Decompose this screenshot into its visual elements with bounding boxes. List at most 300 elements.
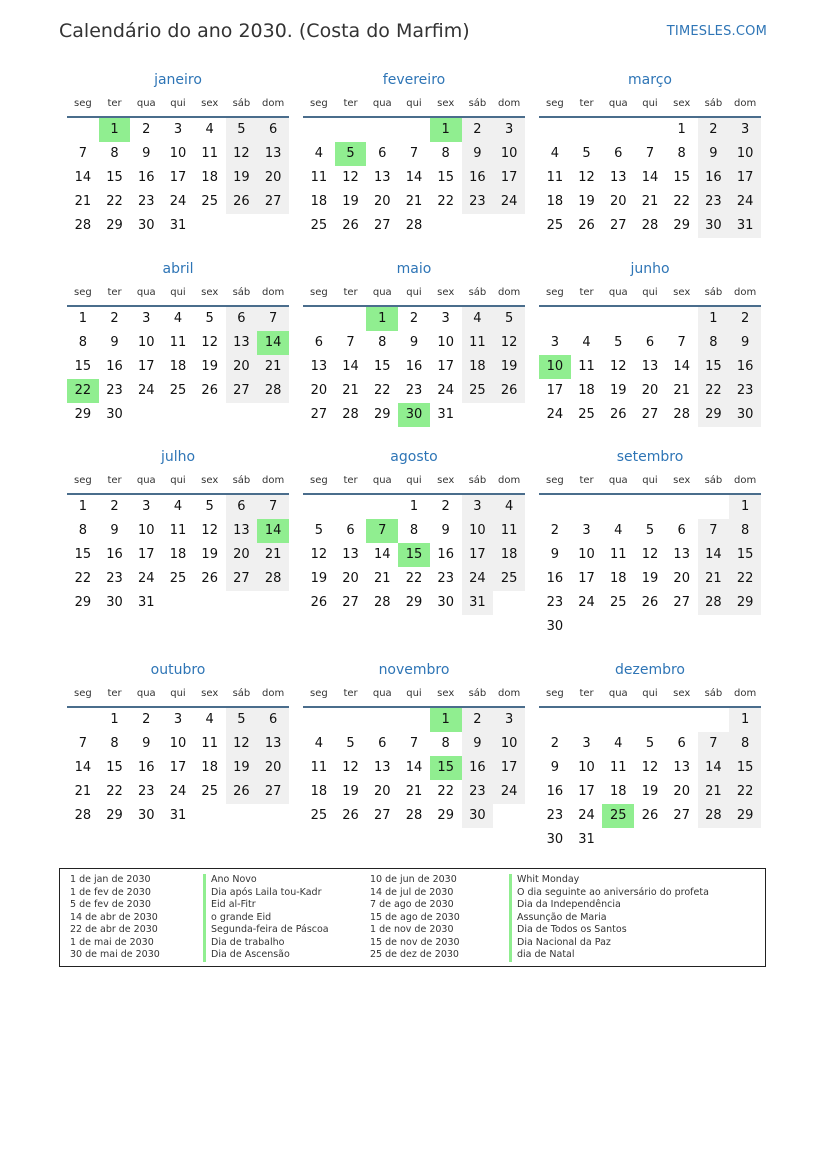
day-cell: 28 <box>374 595 391 610</box>
day-cell: 28 <box>673 407 690 422</box>
weekday-header <box>539 475 761 495</box>
day-cell: 12 <box>310 547 328 562</box>
day-cell: 12 <box>610 359 627 374</box>
day-cell: 3 <box>142 311 151 326</box>
day-cell: 27 <box>226 379 258 403</box>
day-cell: 18 <box>310 784 328 799</box>
day-cell: 2 <box>110 311 119 326</box>
day-cell: 21 <box>405 194 423 209</box>
legend-holiday-name: Whit Monday <box>509 874 709 887</box>
day-cell: 29 <box>74 595 92 610</box>
day-cell: 6 <box>614 146 623 161</box>
day-cell: 16 <box>546 571 564 586</box>
day-cell: 19 <box>342 194 359 209</box>
weekday-label: dom <box>262 688 285 699</box>
day-cell: 5 <box>645 523 655 538</box>
day-cell: 29 <box>106 808 123 823</box>
day-cell: 23 <box>462 780 494 804</box>
weekday-label: seg <box>73 475 92 486</box>
day-cell: 31 <box>729 214 761 238</box>
day-cell: 7 <box>78 736 87 751</box>
day-cell: 1 <box>729 708 761 732</box>
day-cell: 18 <box>578 383 595 398</box>
day-cell: 10 <box>578 547 595 562</box>
day-cell: 11 <box>462 331 494 355</box>
weekday-label: dom <box>498 287 521 298</box>
day-cell: 24 <box>546 407 564 422</box>
day-cell: 18 <box>610 784 627 799</box>
weekday-label: seg <box>545 98 564 109</box>
legend-column-names-1 <box>203 874 329 962</box>
day-cell: 8 <box>441 146 450 161</box>
day-cell: 6 <box>257 118 289 142</box>
day-cell: 14 <box>405 170 423 185</box>
legend-date: 30 de mai de 2030 <box>70 949 160 960</box>
day-cell: 19 <box>226 756 258 780</box>
day-cell: 21 <box>405 784 423 799</box>
day-cell: 8 <box>110 146 119 161</box>
day-cell: 26 <box>641 808 659 823</box>
holiday-day-cell: 14 <box>257 519 289 543</box>
day-cell: 31 <box>462 591 494 615</box>
legend-column-dates-1 <box>70 874 160 962</box>
day-cell: 4 <box>582 335 591 350</box>
day-cell: 31 <box>578 832 595 847</box>
day-cell: 29 <box>106 218 123 233</box>
day-cell: 11 <box>493 519 525 543</box>
day-cell: 12 <box>493 331 525 355</box>
legend-date: 1 de mai de 2030 <box>70 936 154 948</box>
weekday-label: sáb <box>468 287 487 298</box>
day-cell: 5 <box>314 523 323 538</box>
weekday-label: sex <box>437 688 455 699</box>
day-cell: 15 <box>74 359 92 374</box>
day-cell: 16 <box>462 166 494 190</box>
holiday-day-cell: 25 <box>602 804 634 828</box>
day-cell: 23 <box>138 784 155 799</box>
day-cell: 13 <box>257 142 289 166</box>
day-cell: 8 <box>698 331 730 355</box>
day-cell: 22 <box>729 780 761 804</box>
day-cell: 22 <box>374 383 391 398</box>
day-cell: 27 <box>310 407 328 422</box>
day-cell: 23 <box>405 383 423 398</box>
day-cell: 15 <box>729 756 761 780</box>
day-cell: 12 <box>342 760 359 775</box>
day-cell: 6 <box>677 736 686 751</box>
weekday-label: seg <box>309 475 328 486</box>
day-cell: 20 <box>257 166 289 190</box>
day-cell: 25 <box>201 784 218 799</box>
day-cell: 2 <box>550 523 559 538</box>
day-cell: 22 <box>673 194 690 209</box>
day-cell: 29 <box>437 808 454 823</box>
day-cell: 18 <box>169 547 187 562</box>
day-cell: 30 <box>546 832 564 847</box>
weekday-label: seg <box>545 287 564 298</box>
day-cell: 5 <box>614 335 623 350</box>
day-cell: 31 <box>437 407 454 422</box>
day-cell: 22 <box>106 194 123 209</box>
day-cell: 6 <box>257 708 289 732</box>
day-cell: 30 <box>546 619 564 634</box>
day-cell: 20 <box>673 784 690 799</box>
day-cell: 4 <box>173 311 183 326</box>
day-cell: 28 <box>257 379 289 403</box>
day-cell: 3 <box>550 335 559 350</box>
weekday-label: sáb <box>232 475 251 486</box>
day-cell: 25 <box>578 407 595 422</box>
day-cell: 16 <box>405 359 423 374</box>
month-name: maio <box>396 261 432 277</box>
day-cell: 17 <box>729 166 761 190</box>
legend-date: 15 de ago de 2030 <box>370 911 460 923</box>
weekday-label: qua <box>372 688 392 699</box>
weekday-label: seg <box>309 688 328 699</box>
weekday-label: ter <box>343 688 358 699</box>
day-cell: 9 <box>462 142 494 166</box>
weekday-label: dom <box>498 688 521 699</box>
legend-holiday-name: Dia da Independência <box>509 899 709 912</box>
day-cell: 15 <box>698 355 730 379</box>
weekday-label: qua <box>372 287 392 298</box>
day-cell: 24 <box>437 383 454 398</box>
day-cell: 28 <box>342 407 359 422</box>
day-cell: 8 <box>729 732 761 756</box>
day-cell: 2 <box>550 736 559 751</box>
holiday-day-cell: 10 <box>539 355 571 379</box>
day-cell: 9 <box>550 547 559 562</box>
day-cell: 2 <box>462 708 494 732</box>
day-cell: 1 <box>698 307 730 331</box>
day-cell: 31 <box>169 808 187 823</box>
day-cell: 22 <box>437 784 454 799</box>
day-cell: 20 <box>257 756 289 780</box>
day-cell: 24 <box>138 571 155 586</box>
day-cell: 27 <box>673 808 690 823</box>
holiday-day-cell: 1 <box>430 708 462 732</box>
month-name: agosto <box>390 449 438 465</box>
weekday-label: seg <box>73 98 92 109</box>
day-cell: 13 <box>610 170 627 185</box>
weekday-label: qui <box>406 287 422 298</box>
day-cell: 18 <box>493 543 525 567</box>
day-cell: 18 <box>201 760 218 775</box>
day-cell: 3 <box>173 712 183 727</box>
day-cell: 23 <box>462 190 494 214</box>
weekday-label: sex <box>201 287 219 298</box>
day-cell: 18 <box>462 355 494 379</box>
day-cell: 6 <box>677 523 686 538</box>
day-cell: 14 <box>74 760 92 775</box>
day-cell: 17 <box>493 166 525 190</box>
day-cell: 4 <box>493 495 525 519</box>
day-cell: 16 <box>462 756 494 780</box>
weekday-label: seg <box>545 475 564 486</box>
weekday-label: ter <box>343 475 358 486</box>
day-cell: 9 <box>729 331 761 355</box>
day-cell: 4 <box>205 122 214 137</box>
weekday-label: dom <box>734 287 757 298</box>
day-cell: 9 <box>110 523 119 538</box>
day-cell: 24 <box>493 190 525 214</box>
legend-holiday-name: Assunção de Maria <box>509 912 709 925</box>
weekday-label: sex <box>437 287 455 298</box>
day-cell: 12 <box>641 547 659 562</box>
day-cell: 29 <box>405 595 423 610</box>
day-cell: 1 <box>110 712 119 727</box>
holiday-day-cell: 1 <box>99 118 131 142</box>
day-cell: 17 <box>578 784 595 799</box>
day-cell: 12 <box>578 170 595 185</box>
day-cell: 16 <box>698 166 730 190</box>
day-cell: 11 <box>310 170 328 185</box>
day-cell: 11 <box>610 547 627 562</box>
day-cell: 21 <box>257 355 289 379</box>
day-cell: 25 <box>310 808 328 823</box>
holiday-day-cell: 7 <box>366 519 398 543</box>
day-cell: 26 <box>201 383 218 398</box>
day-cell: 19 <box>310 571 328 586</box>
day-cell: 2 <box>441 499 450 514</box>
day-cell: 14 <box>641 170 659 185</box>
day-cell: 16 <box>546 784 564 799</box>
weekday-label: ter <box>579 98 594 109</box>
day-cell: 9 <box>409 335 419 350</box>
day-cell: 14 <box>673 359 690 374</box>
weekday-label: qui <box>170 475 186 486</box>
day-cell: 27 <box>342 595 359 610</box>
day-cell: 14 <box>374 547 391 562</box>
day-cell: 15 <box>729 543 761 567</box>
day-cell: 20 <box>673 571 690 586</box>
day-cell: 12 <box>226 732 258 756</box>
day-cell: 17 <box>138 547 155 562</box>
weekday-label: sex <box>201 98 219 109</box>
day-cell: 5 <box>582 146 591 161</box>
day-cell: 5 <box>346 736 355 751</box>
weekday-label: sex <box>437 98 455 109</box>
month-name: abril <box>162 261 194 277</box>
day-cell: 19 <box>610 383 627 398</box>
weekday-label: sáb <box>232 688 251 699</box>
brand-link[interactable]: TIMESLES.COM <box>666 24 767 39</box>
holiday-day-cell: 22 <box>67 379 99 403</box>
day-cell: 15 <box>106 170 123 185</box>
day-cell: 12 <box>201 523 218 538</box>
legend-date: 1 de nov de 2030 <box>370 924 454 935</box>
day-cell: 29 <box>729 804 761 828</box>
month-name: julho <box>160 449 196 465</box>
day-cell: 3 <box>582 736 591 751</box>
day-cell: 25 <box>169 571 187 586</box>
day-cell: 9 <box>142 736 151 751</box>
day-cell: 6 <box>346 523 355 538</box>
day-cell: 17 <box>546 383 564 398</box>
day-cell: 2 <box>142 122 151 137</box>
weekday-label: sáb <box>232 287 251 298</box>
weekday-label: sáb <box>468 98 487 109</box>
day-cell: 25 <box>169 383 187 398</box>
day-cell: 25 <box>546 218 564 233</box>
day-cell: 3 <box>142 499 151 514</box>
weekday-label: ter <box>343 98 358 109</box>
day-cell: 19 <box>641 571 659 586</box>
day-cell: 1 <box>729 495 761 519</box>
weekday-label: seg <box>73 688 92 699</box>
weekday-header <box>67 287 289 307</box>
day-cell: 20 <box>226 355 258 379</box>
month-name: novembro <box>378 662 450 678</box>
day-cell: 19 <box>493 355 525 379</box>
day-cell: 18 <box>201 170 218 185</box>
day-cell: 24 <box>138 383 155 398</box>
day-cell: 27 <box>641 407 659 422</box>
day-cell: 13 <box>226 331 258 355</box>
day-cell: 30 <box>138 218 155 233</box>
weekday-label: seg <box>309 98 328 109</box>
day-cell: 30 <box>138 808 155 823</box>
day-cell: 21 <box>374 571 391 586</box>
legend-holiday-name: Ano Novo <box>203 874 329 887</box>
day-cell: 4 <box>462 307 494 331</box>
day-cell: 21 <box>673 383 690 398</box>
day-cell: 5 <box>645 736 655 751</box>
day-cell: 24 <box>169 194 187 209</box>
day-cell: 30 <box>462 804 494 828</box>
day-cell: 17 <box>462 543 494 567</box>
legend-date: 1 de jan de 2030 <box>70 874 151 885</box>
day-cell: 23 <box>729 379 761 403</box>
weekday-header <box>67 688 289 708</box>
day-cell: 6 <box>314 335 323 350</box>
day-cell: 11 <box>169 335 187 350</box>
day-cell: 30 <box>729 403 761 427</box>
weekday-header <box>539 688 761 708</box>
day-cell: 11 <box>201 736 218 751</box>
legend-holiday-name: Segunda-feira de Páscoa <box>203 924 329 937</box>
month-name: janeiro <box>154 72 202 88</box>
day-cell: 27 <box>610 218 627 233</box>
legend-column-names-2 <box>509 874 709 962</box>
page-title: Calendário do ano 2030. (Costa do Marfim) <box>59 20 470 42</box>
day-cell: 21 <box>342 383 359 398</box>
day-cell: 6 <box>378 736 387 751</box>
day-cell: 28 <box>257 567 289 591</box>
day-cell: 17 <box>169 760 187 775</box>
weekday-label: ter <box>107 98 122 109</box>
day-cell: 2 <box>698 118 730 142</box>
legend-holiday-name: Dia após Laila tou-Kadr <box>203 887 329 900</box>
day-cell: 28 <box>698 804 730 828</box>
day-cell: 3 <box>493 708 525 732</box>
day-cell: 13 <box>374 170 391 185</box>
weekday-label: seg <box>545 688 564 699</box>
day-cell: 10 <box>437 335 454 350</box>
month-name: setembro <box>616 449 684 465</box>
day-cell: 16 <box>106 359 123 374</box>
day-cell: 13 <box>342 547 359 562</box>
day-cell: 4 <box>314 736 323 751</box>
weekday-label: sex <box>201 475 219 486</box>
weekday-label: qui <box>642 688 658 699</box>
weekday-label: qua <box>608 287 628 298</box>
day-cell: 1 <box>677 122 686 137</box>
weekday-label: qua <box>136 688 156 699</box>
holiday-day-cell: 1 <box>430 118 462 142</box>
day-cell: 11 <box>169 523 187 538</box>
day-cell: 21 <box>74 784 92 799</box>
day-cell: 17 <box>578 571 595 586</box>
day-cell: 9 <box>110 335 119 350</box>
day-cell: 4 <box>614 736 623 751</box>
legend-holiday-name: O dia seguinte ao aniversário do profeta <box>509 887 709 900</box>
day-cell: 22 <box>729 567 761 591</box>
weekday-label: qui <box>642 475 658 486</box>
day-cell: 29 <box>729 591 761 615</box>
day-cell: 27 <box>257 190 289 214</box>
weekday-label: qua <box>136 475 156 486</box>
day-cell: 30 <box>106 595 123 610</box>
day-cell: 26 <box>610 407 627 422</box>
weekday-label: qui <box>170 287 186 298</box>
day-cell: 6 <box>226 307 258 331</box>
day-cell: 6 <box>645 335 655 350</box>
day-cell: 10 <box>462 519 494 543</box>
holiday-day-cell: 14 <box>257 331 289 355</box>
weekday-header <box>303 98 525 118</box>
day-cell: 15 <box>673 170 690 185</box>
day-cell: 20 <box>641 383 659 398</box>
weekday-label: sex <box>437 475 455 486</box>
legend-date: 25 de dez de 2030 <box>370 949 459 960</box>
legend-holiday-name: Dia Nacional da Paz <box>509 937 709 950</box>
day-cell: 28 <box>74 808 92 823</box>
day-cell: 20 <box>610 194 627 209</box>
day-cell: 19 <box>578 194 595 209</box>
holiday-legend <box>59 868 766 967</box>
holiday-day-cell: 1 <box>366 307 398 331</box>
weekday-label: sex <box>673 98 691 109</box>
day-cell: 17 <box>437 359 454 374</box>
day-cell: 8 <box>378 335 387 350</box>
weekday-label: dom <box>498 98 521 109</box>
day-cell: 28 <box>641 218 659 233</box>
day-cell: 3 <box>441 311 450 326</box>
weekday-label: qua <box>136 98 156 109</box>
day-cell: 28 <box>74 218 92 233</box>
day-cell: 27 <box>226 567 258 591</box>
day-cell: 10 <box>169 146 187 161</box>
day-cell: 24 <box>578 595 595 610</box>
day-cell: 19 <box>201 547 218 562</box>
day-cell: 24 <box>729 190 761 214</box>
day-cell: 14 <box>405 760 423 775</box>
day-cell: 3 <box>493 118 525 142</box>
weekday-label: sáb <box>704 475 723 486</box>
day-cell: 30 <box>106 407 123 422</box>
day-cell: 4 <box>173 499 183 514</box>
day-cell: 7 <box>698 519 730 543</box>
month-name: fevereiro <box>382 72 446 88</box>
weekday-label: qua <box>372 98 392 109</box>
day-cell: 7 <box>409 146 419 161</box>
weekday-header <box>303 475 525 495</box>
legend-date: 5 de fev de 2030 <box>70 899 151 910</box>
weekday-label: ter <box>579 475 594 486</box>
day-cell: 24 <box>169 784 187 799</box>
day-cell: 5 <box>226 708 258 732</box>
